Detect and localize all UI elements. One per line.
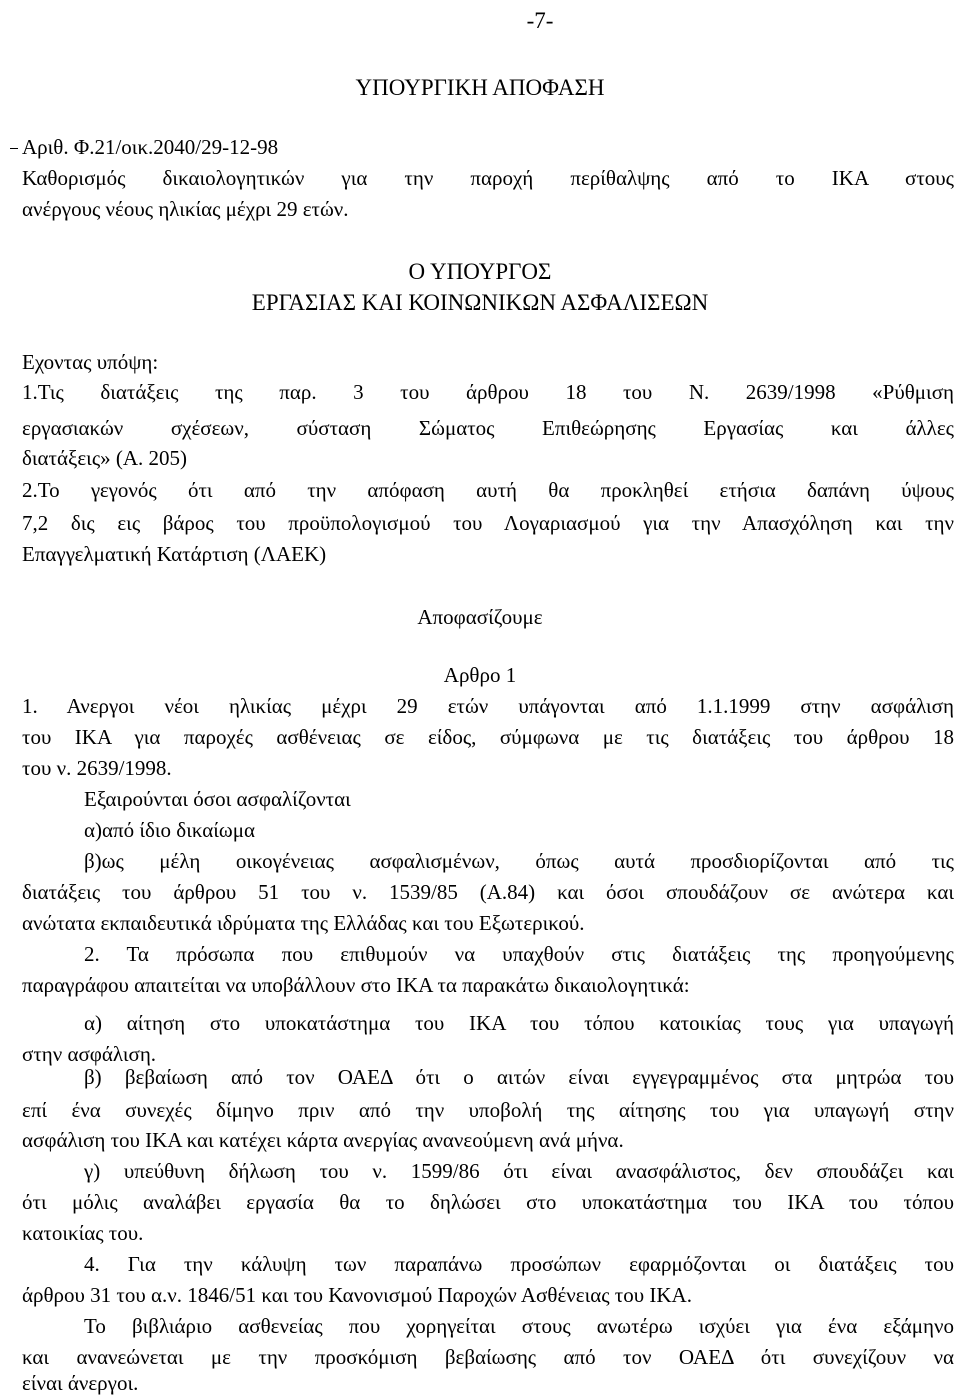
page-number: -7- xyxy=(526,8,554,33)
considering-line: Επαγγελματική Κατάρτιση (ΛΑΕΚ) xyxy=(22,542,327,566)
requirement-item: β) βεβαίωση από τον ΟΑΕΔ ότι ο αιτών είναι εγγεγραμμένος στα μητρώα του xyxy=(84,1065,954,1089)
paragraph-line: του ΙΚΑ για παροχές ασθένειας σε είδος, σύμφωνα με τις διατάξεις του άρθρου 18 xyxy=(22,725,954,749)
excluded-item: β)ως μέλη οικογένειας ασφαλισμένων, όπως αυτά προσδιορίζονται από τις xyxy=(84,849,954,873)
minister-line: Ο ΥΠΟΥΡΓΟΣ xyxy=(408,259,552,284)
document-title: ΥΠΟΥΡΓΙΚΗ ΑΠΟΦΑΣΗ xyxy=(355,75,605,100)
minister-line: ΕΡΓΑΣΙΑΣ ΚΑΙ ΚΟΙΝΩΝΙΚΩΝ ΑΣΦΑΛΙΣΕΩΝ xyxy=(251,290,709,315)
considering-line: 1.Τις διατάξεις της παρ. 3 του άρθρου 18 του Ν. 2639/1998 «Ρύθμιση xyxy=(22,380,954,404)
paragraph-line: 1. Ανεργοι νέοι ηλικίας μέχρι 29 ετών υπάγονται από 1.1.1999 στην ασφάλιση xyxy=(22,694,954,718)
subject-line: ανέργους νέους ηλικίας μέχρι 29 ετών. xyxy=(22,197,349,221)
paragraph-line: παραγράφου απαιτείται να υποβάλλουν στο ΙΚΑ τα παρακάτω δικαιολογητικά: xyxy=(22,973,690,997)
requirement-item: ασφάλιση του ΙΚΑ και κατέχει κάρτα ανεργίας ανανεούμενη ανά μήνα. xyxy=(22,1128,624,1152)
paragraph-line: Το βιβλιάριο ασθενείας που χορηγείται στους ανωτέρω ισχύει για ένα εξάμηνο xyxy=(84,1314,954,1338)
considering-line: διατάξεις» (Α. 205) xyxy=(22,446,188,470)
excluded-item: ανώτατα εκπαιδευτικά ιδρύματα της Ελλάδας και του Εξωτερικού. xyxy=(22,911,585,935)
considering-line: 2.Το γεγονός ότι από την απόφαση αυτή θα προκληθεί ετήσια δαπάνη ύψους xyxy=(22,478,954,502)
margin-mark xyxy=(10,148,18,149)
requirement-item: κατοικίας του. xyxy=(22,1221,144,1245)
requirement-item: γ) υπεύθυνη δήλωση του ν. 1599/86 ότι είναι ανασφάλιστος, δεν σπουδάζει και xyxy=(84,1159,954,1183)
decide-heading: Αποφασίζουμε xyxy=(417,605,543,629)
considering-line: 7,2 δις εις βάρος του προϋπολογισμού του Λογαριασμού για την Απασχόληση και την xyxy=(22,511,954,535)
paragraph-line: και ανανεώνεται με την προσκόμιση βεβαίωσης από τον ΟΑΕΔ ότι συνεχίζουν να xyxy=(22,1345,954,1369)
paragraph-line: 2. Τα πρόσωπα που επιθυμούν να υπαχθούν στις διατάξεις της προηγούμενης xyxy=(84,942,954,966)
article-title: Αρθρο 1 xyxy=(443,663,517,687)
paragraph-line: του ν. 2639/1998. xyxy=(22,756,172,780)
paragraph-line: είναι άνεργοι. xyxy=(22,1371,139,1395)
requirement-item: στην ασφάλιση. xyxy=(22,1042,157,1066)
considering-line: εργασιακών σχέσεων, σύσταση Σώματος Επιθεώρησης Εργασίας και άλλες xyxy=(22,416,954,440)
paragraph-line: άρθρου 31 του α.ν. 1846/51 και του Κανονισμού Παροχών Ασθένειας του ΙΚΑ. xyxy=(22,1283,692,1307)
requirement-item: α) αίτηση στο υποκατάστημα του ΙΚΑ του τόπου κατοικίας τους για υπαγωγή xyxy=(84,1011,954,1035)
subject-line: Καθορισμός δικαιολογητικών για την παροχή περίθαλψης από το ΙΚΑ στους xyxy=(22,166,954,190)
excluded-item: α)από ίδιο δικαίωμα xyxy=(84,818,255,842)
reference-number: Αριθ. Φ.21/οικ.2040/29-12-98 xyxy=(22,135,279,159)
paragraph-line: 4. Για την κάλυψη των παραπάνω προσώπων εφαρμόζονται οι διατάξεις του xyxy=(84,1252,954,1276)
considering-intro: Εχοντας υπόψη: xyxy=(22,350,159,374)
requirement-item: ότι μόλις αναλάβει εργασία θα το δηλώσει στο υποκατάστημα του ΙΚΑ του τόπου xyxy=(22,1190,954,1214)
requirement-item: επί ένα συνεχές δίμηνο πριν από την υποβολή της αίτησης του για υπαγωγή στην xyxy=(22,1098,954,1122)
excluded-intro: Εξαιρούνται όσοι ασφαλίζονται xyxy=(84,787,351,811)
excluded-item: διατάξεις του άρθρου 51 του ν. 1539/85 (Α.84) και όσοι σπουδάζουν σε ανώτερα και xyxy=(22,880,954,904)
